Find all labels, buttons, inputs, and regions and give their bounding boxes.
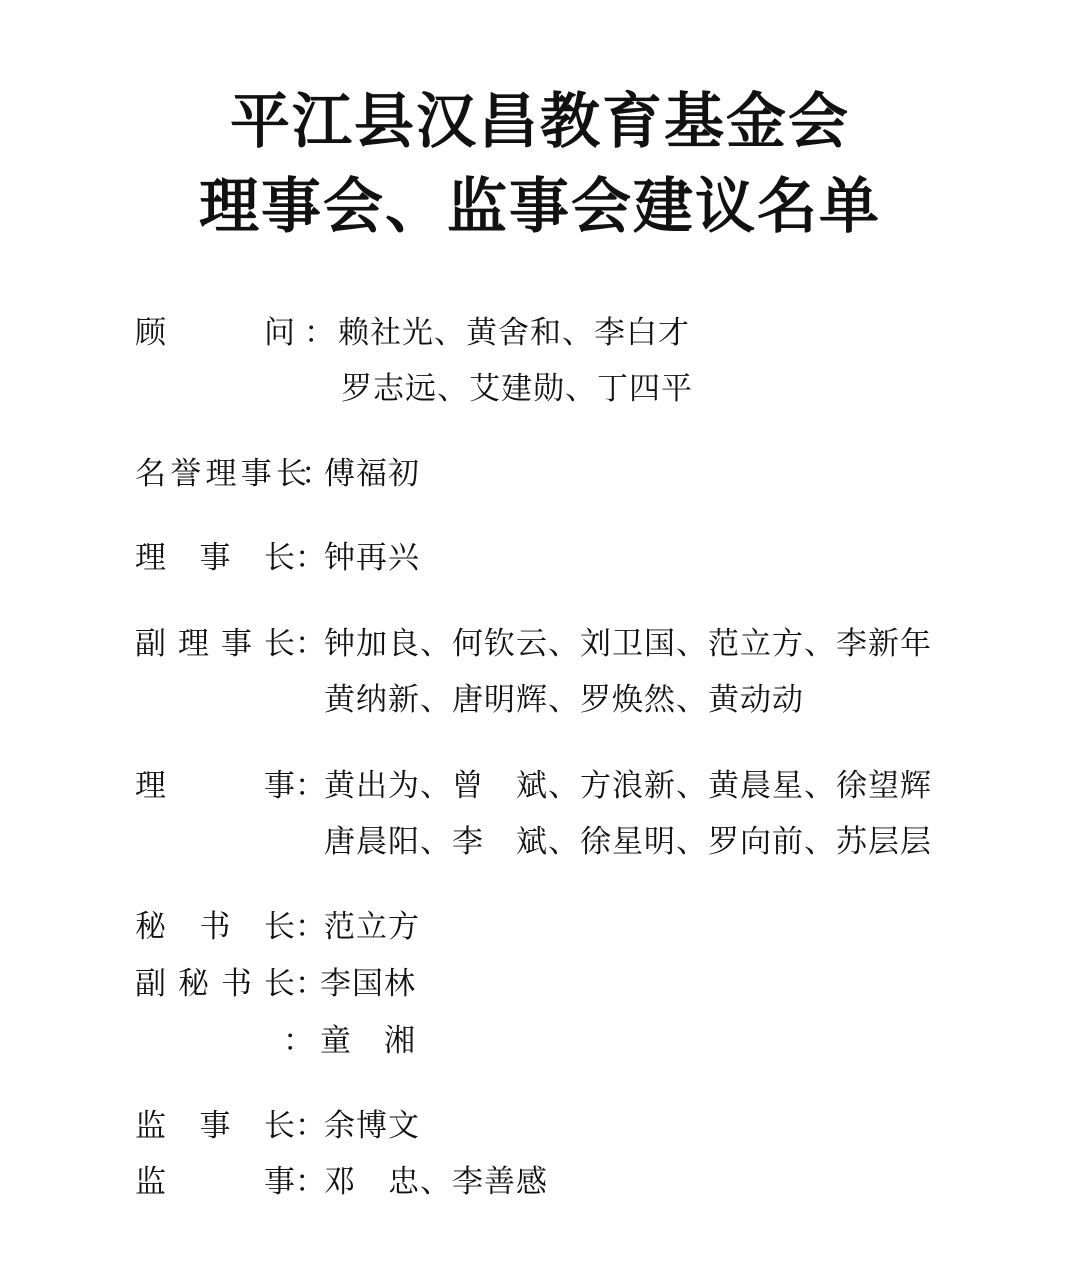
- secretary-general-colon: ：: [295, 909, 326, 945]
- chairman-colon: ：: [295, 540, 326, 576]
- honorary-chairman-colon: ：: [301, 456, 332, 492]
- supervisors-colon: ：: [295, 1164, 326, 1200]
- document-title-line-1: 平江县汉昌教育基金会: [230, 87, 850, 157]
- chief-supervisor-label: 监事长: [135, 1108, 295, 1144]
- honorary-chairman-name: 傅福初: [324, 456, 420, 492]
- directors-colon: ：: [295, 768, 326, 804]
- chairman-label: 理事长: [135, 540, 295, 576]
- advisor-names-line-2: 罗志远、艾建勋、丁四平: [341, 371, 693, 407]
- directors-names-line-1: 黄出为、曾 斌、方浪新、黄晨星、徐望辉: [324, 768, 932, 804]
- advisor-names-line-1: 赖社光、黄舍和、李白才: [338, 315, 690, 351]
- chief-supervisor-name: 余博文: [324, 1108, 420, 1144]
- honorary-chairman-label: 名誉理事长: [135, 456, 307, 492]
- deputy-secretary-general-name-1: 李国林: [320, 966, 416, 1002]
- chairman-name: 钟再兴: [324, 540, 420, 576]
- deputy-secretary-general-label: 副秘书长: [135, 966, 295, 1002]
- document-title-line-2: 理事会、监事会建议名单: [199, 172, 881, 242]
- secretary-general-label: 秘书长: [135, 909, 295, 945]
- deputy-secretary-general-colon: ：: [295, 966, 326, 1002]
- deputy-secretary-general-name-2: 童 湘: [320, 1023, 416, 1059]
- advisor-label: 顾问: [135, 315, 295, 351]
- advisor-colon: ：: [304, 315, 335, 351]
- vice-chairman-names-line-1: 钟加良、何钦云、刘卫国、范立方、李新年: [324, 626, 932, 662]
- chief-supervisor-colon: ：: [295, 1108, 326, 1144]
- deputy-secretary-general-colon-2: ：: [283, 1023, 314, 1059]
- directors-names-line-2: 唐晨阳、李 斌、徐星明、罗向前、苏层层: [324, 824, 932, 860]
- vice-chairman-names-line-2: 黄纳新、唐明辉、罗焕然、黄动动: [324, 682, 804, 718]
- supervisors-label: 监事: [135, 1164, 295, 1200]
- vice-chairman-label: 副理事长: [135, 626, 295, 662]
- supervisors-names: 邓 忠、李善感: [324, 1164, 548, 1200]
- directors-label: 理事: [135, 768, 295, 804]
- vice-chairman-colon: ：: [295, 626, 326, 662]
- secretary-general-name: 范立方: [324, 909, 420, 945]
